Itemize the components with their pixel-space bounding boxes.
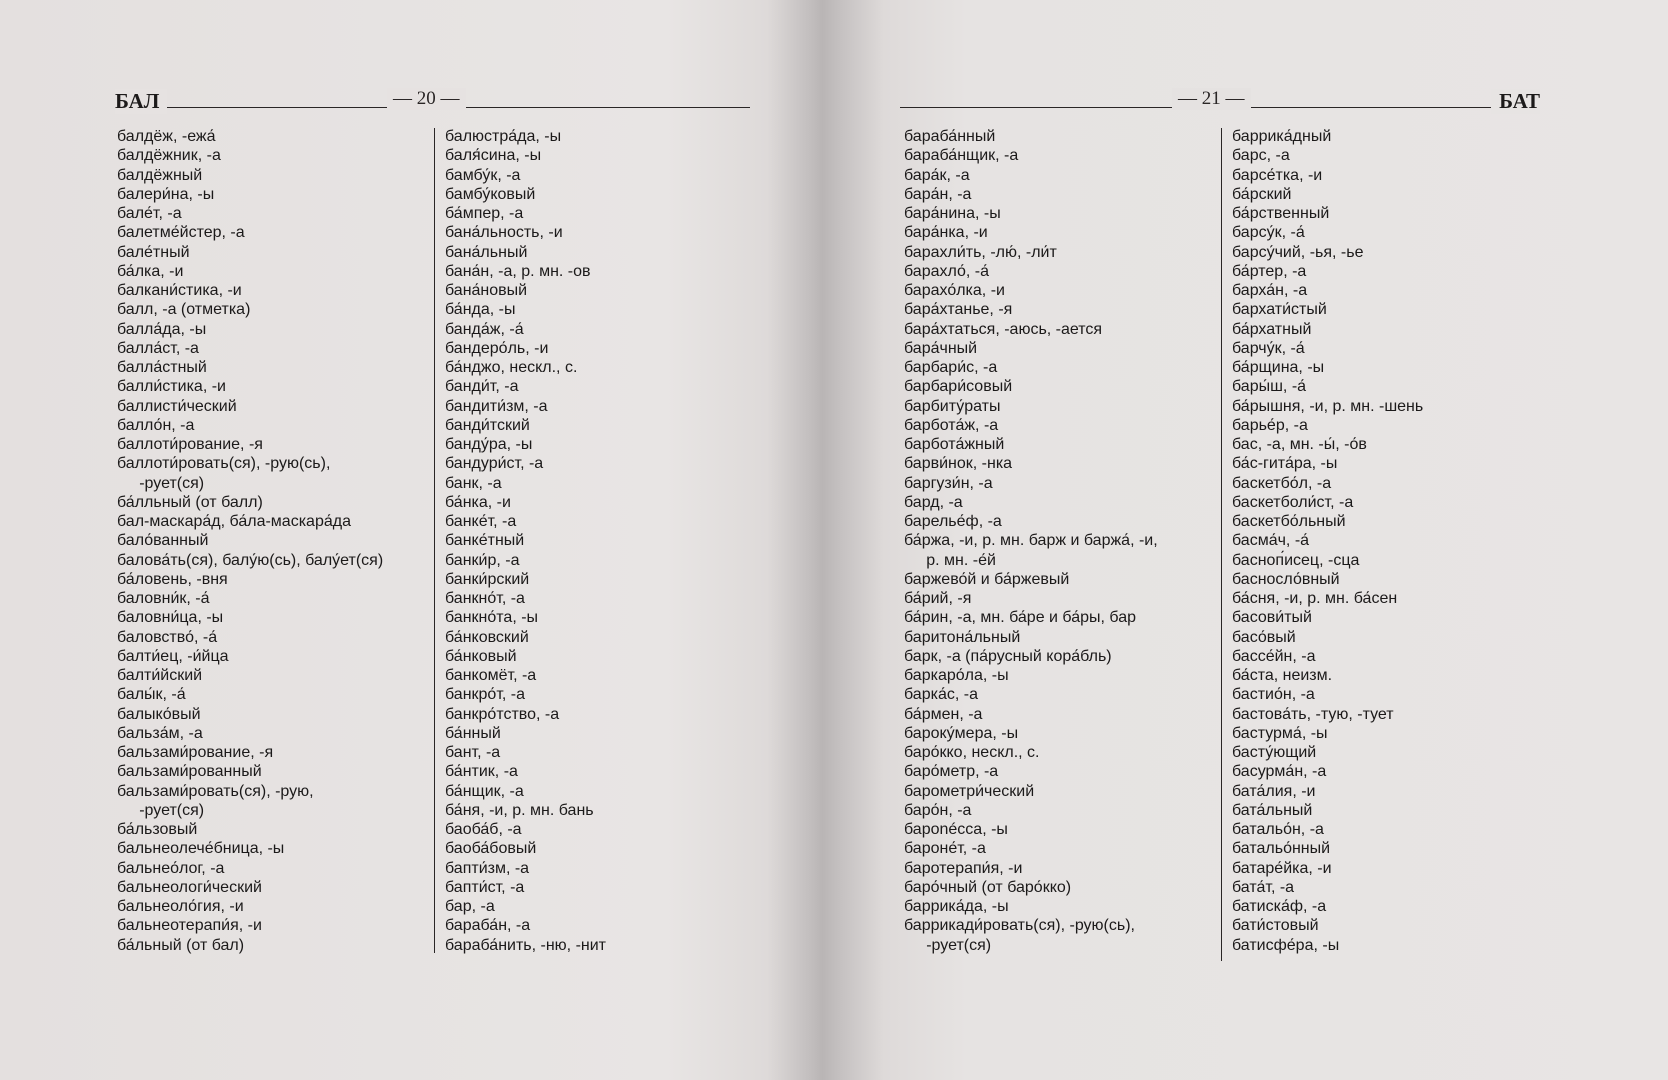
- dictionary-entry: бастурма́, -ы: [1232, 724, 1328, 742]
- dictionary-entry: ба́рмен, -а: [904, 705, 983, 723]
- dictionary-entry: балла́стный: [117, 359, 207, 376]
- dictionary-entry: балы́к, -а́: [117, 686, 186, 704]
- dictionary-entry: барви́нок, -нка: [904, 455, 1013, 473]
- dictionary-entry: банкомёт, -а: [445, 667, 537, 684]
- dictionary-entry: ба́рственный: [1232, 205, 1330, 222]
- dictionary-entry: балыко́вый: [117, 705, 201, 723]
- left-page-number: — 20 —: [387, 88, 466, 110]
- dictionary-entry: барбари́совый: [904, 378, 1013, 396]
- dictionary-entry: бархати́стый: [1232, 301, 1327, 319]
- dictionary-entry: бар, -а: [445, 898, 495, 915]
- dictionary-entry: ба́рщина, -ы: [1232, 359, 1325, 376]
- dictionary-entry: басо́вый: [1232, 628, 1296, 646]
- dictionary-entry: ба́нтик, -а: [445, 763, 518, 781]
- dictionary-entry: бандити́зм, -а: [445, 397, 548, 415]
- column-divider: [1221, 128, 1222, 961]
- dictionary-entry: баркаро́ла, -ы: [904, 667, 1009, 684]
- dictionary-entry: бара́чный: [904, 339, 978, 357]
- dictionary-entry: барахли́ть, -лю́, -ли́т: [904, 243, 1057, 261]
- dictionary-entry: банкно́т, -а: [445, 590, 525, 607]
- dictionary-entry: бараба́н, -а: [445, 917, 531, 935]
- dictionary-entry: бараба́нный: [904, 128, 996, 145]
- dictionary-entry: банди́тский: [445, 416, 530, 434]
- dictionary-entry: баро́н, -а: [904, 801, 972, 819]
- right-page-header: [900, 88, 1540, 118]
- dictionary-entry: балл, -а (отметка): [117, 301, 251, 319]
- dictionary-entry: балюстра́да, -ы: [445, 128, 562, 145]
- dictionary-entry: барбари́с, -а: [904, 359, 998, 376]
- dictionary-entry: балкани́стика, -и: [117, 282, 242, 299]
- dictionary-entry: балетме́йстер, -а: [117, 224, 245, 242]
- dictionary-entry: бальнеолече́бница, -ы: [117, 840, 285, 858]
- dictionary-entry: бало́ванный: [117, 532, 209, 550]
- dictionary-entry: басноп́исец, -сца: [1232, 551, 1360, 569]
- dictionary-entry: бапти́зм, -а: [445, 859, 530, 877]
- dictionary-entry: бале́тный: [117, 243, 190, 261]
- dictionary-entry: ба́льный (от бал): [117, 936, 245, 954]
- dictionary-entry: барonéсса, -ы: [904, 821, 1008, 838]
- dictionary-entry: барахло́, -а́: [904, 262, 990, 280]
- dictionary-entry: балдёж, -ежа́: [117, 128, 216, 145]
- dictionary-entry: ба́рышня, -и, р. мн. -шень: [1232, 397, 1424, 415]
- dictionary-entry: баритона́льный: [904, 628, 1021, 646]
- dictionary-entry: бандури́ст, -а: [445, 455, 544, 473]
- dictionary-entry: барка́с, -а: [904, 686, 978, 704]
- dictionary-entry: баллоти́рование, -я: [117, 436, 263, 453]
- dictionary-entry: банке́тный: [445, 532, 525, 550]
- dictionary-entry: бароку́мера, -ы: [904, 724, 1019, 742]
- dictionary-entry: ба́ста, неизм.: [1232, 667, 1333, 684]
- dictionary-entry: барчу́к, -а́: [1232, 339, 1305, 357]
- dictionary-entry: баскетбо́л, -а: [1232, 474, 1332, 492]
- dictionary-entry: батиска́ф, -а: [1232, 898, 1327, 915]
- dictionary-entry: бассе́йн, -а: [1232, 647, 1316, 665]
- dictionary-entry: батальо́нный: [1232, 840, 1331, 858]
- left-page: [0, 0, 820, 1080]
- dictionary-entry: барбиту́раты: [904, 397, 1001, 415]
- dictionary-entry: балти́йский: [117, 667, 203, 684]
- dictionary-entry: балдёжный: [117, 166, 203, 184]
- dictionary-entry: басма́ч, -а́: [1232, 532, 1310, 550]
- dictionary-entry: барбота́ж, -а: [904, 416, 999, 434]
- dictionary-entry: бара́хтанье, -я: [904, 301, 1013, 319]
- dictionary-entry: баоба́б, -а: [445, 821, 522, 838]
- dictionary-entry: барсе́тка, -и: [1232, 166, 1323, 184]
- dictionary-entry: баллоти́ровать(ся), -рую(сь),: [117, 455, 331, 473]
- dictionary-entry: бандеро́ль, -и: [445, 339, 549, 357]
- dictionary-entry: ба́рхатный: [1232, 320, 1312, 338]
- dictionary-entry: ба́нковский: [445, 628, 529, 646]
- dictionary-entry: басту́ющий: [1232, 744, 1317, 761]
- dictionary-entry: бата́лия, -и: [1232, 782, 1316, 800]
- right-column-b: [1232, 127, 1423, 955]
- dictionary-entry: балло́н, -а: [117, 416, 195, 434]
- dictionary-entry: баррикади́ровать(ся), -рую(сь),: [904, 917, 1135, 935]
- dictionary-entry: батальо́н, -а: [1232, 821, 1324, 838]
- dictionary-entry: бальнеологи́ческий: [117, 878, 262, 896]
- dictionary-entry: бара́нка, -и: [904, 224, 988, 242]
- dictionary-entry: банки́р, -а: [445, 551, 520, 569]
- dictionary-entry: баржево́й и ба́ржевый: [904, 570, 1070, 588]
- dictionary-entry: банкро́тство, -а: [445, 705, 560, 723]
- dictionary-entry: бара́нина, -ы: [904, 205, 1001, 222]
- left-guide-word: БАЛ: [115, 89, 167, 114]
- dictionary-entry: баловство́, -а́: [117, 628, 218, 646]
- dictionary-entry: бароне́т, -а: [904, 840, 986, 858]
- dictionary-entry: барха́н, -а: [1232, 282, 1308, 299]
- right-page-number: — 21 —: [1172, 88, 1251, 110]
- dictionary-entry: балли́стика, -и: [117, 378, 226, 396]
- dictionary-entry: балери́на, -ы: [117, 185, 215, 203]
- dictionary-entry: бараба́нить, -ню, -нит: [445, 936, 606, 954]
- dictionary-entry: батисфе́ра, -ы: [1232, 936, 1340, 954]
- dictionary-entry: ба́нковый: [445, 647, 517, 665]
- left-page-header: [115, 88, 750, 118]
- dictionary-entry: барк, -а (па́русный кора́бль): [904, 647, 1112, 665]
- dictionary-entry: басови́тый: [1232, 609, 1312, 627]
- dictionary-entry: барсу́к, -а́: [1232, 224, 1305, 242]
- dictionary-entry: баловни́к, -а́: [117, 590, 210, 607]
- dictionary-entry: балла́ст, -а: [117, 339, 199, 357]
- dictionary-entry: бата́льный: [1232, 801, 1313, 819]
- dictionary-entry: балова́ть(ся), балу́ю(сь), балу́ет(ся): [117, 551, 384, 569]
- dictionary-entry: ба́сня, -и, р. мн. ба́сен: [1232, 590, 1398, 607]
- dictionary-entry: ба́рский: [1232, 185, 1292, 203]
- dictionary-entry: ба́ржа, -и, р. мн. барж и баржа́, -и,: [904, 532, 1158, 550]
- dictionary-entry: ба́нда, -ы: [445, 301, 516, 319]
- dictionary-entry: бальнеотерапи́я, -и: [117, 917, 262, 935]
- dictionary-entry: бара́н, -а: [904, 185, 972, 203]
- dictionary-entry: барометри́ческий: [904, 782, 1035, 800]
- dictionary-entry: ба́ловень, -вня: [117, 570, 228, 588]
- dictionary-entry: ба́лльный (от балл): [117, 493, 263, 511]
- dictionary-entry: балла́да, -ы: [117, 320, 207, 338]
- dictionary-entry: ба́ня, -и, р. мн. бань: [445, 801, 594, 819]
- dictionary-entry: банк, -а: [445, 474, 502, 492]
- dictionary-entry: басурма́н, -а: [1232, 763, 1327, 781]
- dictionary-entry: баллисти́ческий: [117, 397, 237, 415]
- dictionary-entry: бары́ш, -а́: [1232, 378, 1307, 396]
- dictionary-entry: ба́с-гита́ра, -ы: [1232, 455, 1338, 473]
- dictionary-entry: банду́ра, -ы: [445, 436, 533, 453]
- dictionary-entry: баро́метр, -а: [904, 763, 999, 781]
- dictionary-entry: барс, -а: [1232, 147, 1290, 165]
- dictionary-entry: барье́р, -а: [1232, 416, 1308, 434]
- dictionary-entry: бамбу́ковый: [445, 185, 536, 203]
- dictionary-entry: бальзами́рованный: [117, 763, 262, 781]
- dictionary-entry: баррика́да, -ы: [904, 898, 1009, 915]
- dictionary-entry: баргузи́н, -а: [904, 474, 993, 492]
- dictionary-entry: ба́нджо, нескл., с.: [445, 359, 578, 376]
- right-column-a: [904, 127, 1158, 955]
- left-column-a: [117, 127, 383, 955]
- dictionary-entry: ба́мпер, -а: [445, 205, 524, 222]
- dictionary-entry: ба́ртер, -а: [1232, 262, 1307, 280]
- dictionary-entry: бара́к, -а: [904, 166, 970, 184]
- dictionary-entry: ба́нщик, -а: [445, 782, 524, 800]
- dictionary-entry: банда́ж, -а́: [445, 320, 524, 338]
- dictionary-entry: бальзами́рование, -я: [117, 744, 274, 761]
- dictionary-entry: бале́т, -а: [117, 205, 182, 222]
- dictionary-entry: баррика́дный: [1232, 128, 1332, 145]
- right-guide-word: БАТ: [1491, 89, 1540, 114]
- dictionary-entry: ба́рин, -а, мн. ба́ре и ба́ры, бар: [904, 609, 1136, 627]
- dictionary-entry: -рует(ся): [117, 801, 205, 819]
- dictionary-entry: бата́т, -а: [1232, 878, 1295, 896]
- dictionary-entry: бараба́нщик, -а: [904, 147, 1019, 165]
- dictionary-entry: балдёжник, -а: [117, 147, 221, 165]
- dictionary-entry: бамбу́к, -а: [445, 166, 521, 184]
- dictionary-entry: банки́рский: [445, 570, 530, 588]
- dictionary-entry: барелье́ф, -а: [904, 513, 1002, 530]
- dictionary-entry: барсу́чий, -ья, -ье: [1232, 243, 1364, 261]
- dictionary-entry: баловни́ца, -ы: [117, 609, 224, 627]
- dictionary-entry: бати́стовый: [1232, 917, 1319, 935]
- dictionary-entry: бальнеоло́гия, -и: [117, 898, 244, 915]
- dictionary-entry: баротерапи́я, -и: [904, 859, 1023, 877]
- dictionary-entry: барбота́жный: [904, 436, 1005, 453]
- dictionary-entry: бал-маскара́д, ба́ла-маскара́да: [117, 513, 351, 530]
- dictionary-entry: р. мн. -е́й: [904, 551, 996, 569]
- dictionary-entry: баснoсло́вный: [1232, 570, 1340, 588]
- dictionary-entry: банкно́та, -ы: [445, 609, 539, 627]
- dictionary-entry: барахо́лка, -и: [904, 282, 1005, 299]
- dictionary-entry: бана́н, -а, р. мн. -ов: [445, 262, 591, 280]
- dictionary-entry: -рует(ся): [117, 474, 205, 492]
- column-divider: [434, 128, 435, 953]
- dictionary-entry: банке́т, -а: [445, 513, 517, 530]
- dictionary-entry: -рует(ся): [904, 936, 992, 954]
- dictionary-entry: батаре́йка, -и: [1232, 859, 1332, 877]
- dictionary-entry: бана́льность, -и: [445, 224, 563, 242]
- dictionary-entry: ба́рий, -я: [904, 590, 972, 607]
- dictionary-entry: банди́т, -а: [445, 378, 519, 396]
- dictionary-entry: бастова́ть, -тую, -тует: [1232, 705, 1394, 723]
- dictionary-entry: баро́кко, нескл., с.: [904, 744, 1040, 761]
- dictionary-entry: ба́лка, -и: [117, 262, 184, 280]
- dictionary-entry: бастио́н, -а: [1232, 686, 1315, 704]
- dictionary-entry: баскетболи́ст, -а: [1232, 493, 1354, 511]
- dictionary-entry: банкро́т, -а: [445, 686, 525, 704]
- dictionary-entry: ба́льзовый: [117, 821, 198, 838]
- dictionary-entry: баро́чный (от баро́кко): [904, 878, 1072, 896]
- dictionary-entry: баскетбо́льный: [1232, 513, 1346, 530]
- dictionary-entry: баля́сина, -ы: [445, 147, 542, 165]
- dictionary-entry: бас, -а, мн. -ы́, -о́в: [1232, 436, 1367, 453]
- dictionary-entry: бара́хтаться, -аюсь, -ается: [904, 320, 1103, 338]
- dictionary-entry: бапти́ст, -а: [445, 878, 525, 896]
- dictionary-entry: ба́нный: [445, 724, 501, 742]
- dictionary-entry: бана́новый: [445, 282, 528, 299]
- dictionary-entry: бальнео́лог, -а: [117, 859, 225, 877]
- dictionary-entry: бард, -а: [904, 493, 963, 511]
- dictionary-entry: бальза́м, -а: [117, 724, 203, 742]
- dictionary-entry: баоба́бовый: [445, 840, 537, 858]
- dictionary-entry: бант, -а: [445, 744, 501, 761]
- dictionary-entry: балти́ец, -и́йца: [117, 647, 229, 665]
- dictionary-entry: бана́льный: [445, 243, 528, 261]
- dictionary-entry: ба́нка, -и: [445, 493, 511, 511]
- left-column-b: [445, 127, 606, 955]
- dictionary-entry: бальзами́ровать(ся), -рую,: [117, 782, 314, 800]
- right-page: [820, 0, 1668, 1080]
